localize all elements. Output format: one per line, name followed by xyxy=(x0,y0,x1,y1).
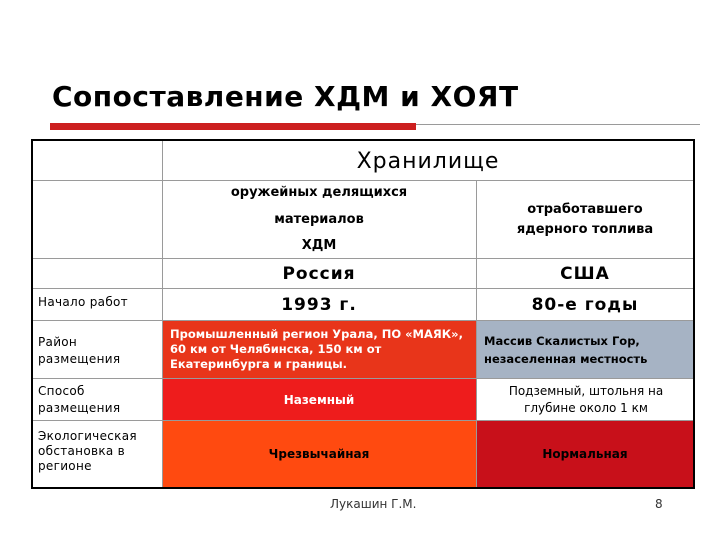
country-hdm: Россия xyxy=(282,263,356,284)
row-label-start: Начало работ xyxy=(38,294,128,309)
region-hoyat: Массив Скалистых Гор, незаселенная местность xyxy=(484,333,648,366)
sub-header-weapons: оружейных делящихся xyxy=(230,184,408,200)
row-label-method: Способ размещения xyxy=(38,383,121,415)
table-header: Хранилище xyxy=(356,148,500,174)
column-header-hoyat: отработавшего ядерного топлива xyxy=(516,202,654,237)
country-hoyat: США xyxy=(560,263,610,284)
row-label-ecology: Экологическая обстановка в регионе xyxy=(38,428,137,473)
page-number: 8 xyxy=(655,497,663,511)
ecology-hoyat: Нормальная xyxy=(542,447,628,461)
sub-header-materials: материалов xyxy=(274,211,364,227)
method-hoyat: Подземный, штольня на глубине около 1 км xyxy=(508,383,664,415)
column-header-hdm: ХДМ xyxy=(301,238,337,253)
title-accent-bar xyxy=(50,123,416,130)
slide-title: Сопоставление ХДМ и ХОЯТ xyxy=(52,80,519,113)
start-hoyat: 80-е годы xyxy=(531,294,639,315)
table-border xyxy=(32,487,695,489)
footer-author: Лукашин Г.М. xyxy=(330,497,417,511)
start-hdm: 1993 г. xyxy=(281,294,357,315)
method-hdm: Наземный xyxy=(283,392,355,407)
row-label-region: Район размещения xyxy=(38,334,121,366)
table-border xyxy=(31,139,33,489)
ecology-hdm: Чрезвычайная xyxy=(268,447,370,461)
region-hdm: Промышленный регион Урала, ПО «МАЯК», 60 км от Челябинска, 150 км от Екатеринбурга и границы. xyxy=(170,327,463,371)
table-border xyxy=(32,139,695,141)
